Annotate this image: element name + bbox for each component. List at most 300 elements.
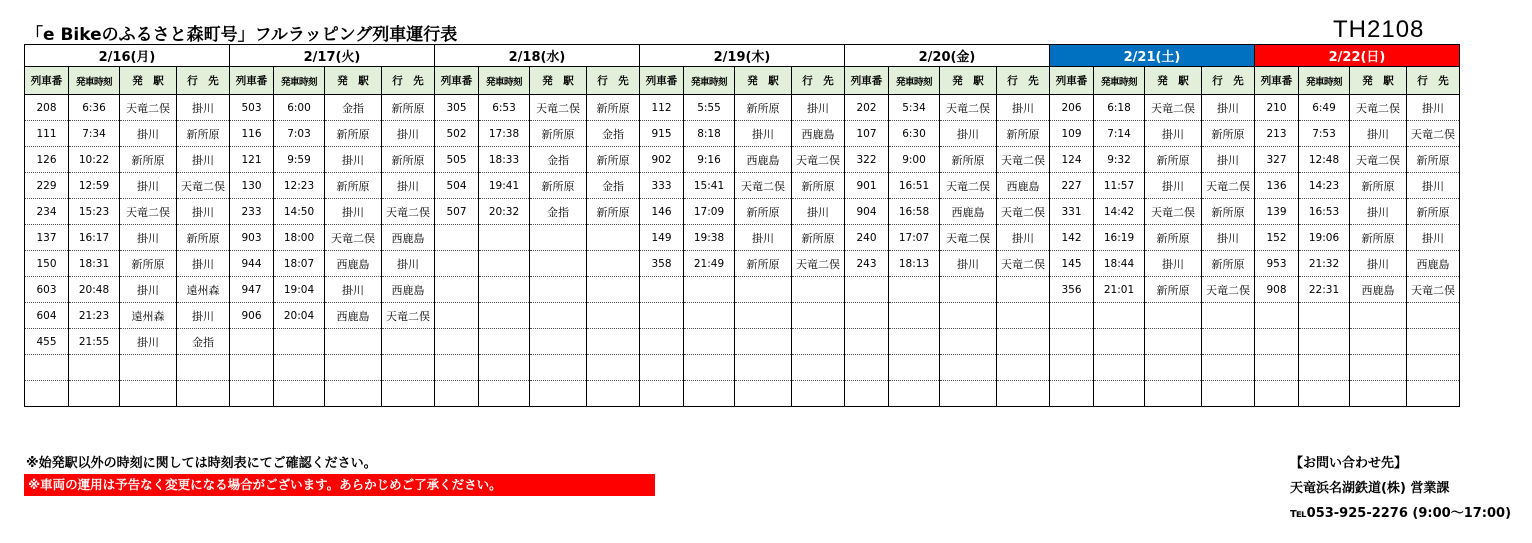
- cell-from: 掛川: [940, 251, 997, 277]
- table-row: [25, 303, 1460, 329]
- table-row: [25, 329, 1460, 355]
- cell-train: 208: [25, 95, 69, 121]
- cell-to: 新所原: [1202, 251, 1255, 277]
- cell-time: 12:48: [1299, 147, 1350, 173]
- cell-train: 136: [1255, 173, 1299, 199]
- cell-from: 天竜二俣: [940, 173, 997, 199]
- cell-time: 18:07: [274, 251, 325, 277]
- cell-train: 947: [230, 277, 274, 303]
- cell-from: [735, 355, 792, 381]
- cell-train: 333: [640, 173, 684, 199]
- cell-from: 天竜二俣: [120, 95, 177, 121]
- cell-to: 新所原: [587, 147, 640, 173]
- cell-to: 新所原: [382, 95, 435, 121]
- cell-time: 17:09: [684, 199, 735, 225]
- cell-from: [1350, 355, 1407, 381]
- cell-from: [1145, 355, 1202, 381]
- cell-to: 金指: [587, 173, 640, 199]
- cell-to: 西鹿島: [382, 225, 435, 251]
- cell-train: [435, 251, 479, 277]
- cell-time: 21:49: [684, 251, 735, 277]
- cell-to: 新所原: [1202, 121, 1255, 147]
- cell-to: [792, 381, 845, 407]
- cell-to: 掛川: [382, 121, 435, 147]
- cell-time: [274, 329, 325, 355]
- cell-time: 6:49: [1299, 95, 1350, 121]
- cell-train: 953: [1255, 251, 1299, 277]
- cell-train: 902: [640, 147, 684, 173]
- cell-train: [435, 277, 479, 303]
- cell-from: 掛川: [1145, 251, 1202, 277]
- cell-from: 新所原: [530, 121, 587, 147]
- column-header-from: 発 駅: [940, 67, 997, 95]
- cell-from: [325, 329, 382, 355]
- cell-from: 天竜二俣: [940, 95, 997, 121]
- cell-to: 掛川: [1407, 95, 1460, 121]
- cell-to: [1407, 355, 1460, 381]
- cell-train: 505: [435, 147, 479, 173]
- cell-time: 12:23: [274, 173, 325, 199]
- cell-to: 天竜二俣: [1202, 277, 1255, 303]
- cell-to: [382, 355, 435, 381]
- cell-train: [845, 381, 889, 407]
- cell-from: 掛川: [120, 121, 177, 147]
- cell-train: 356: [1050, 277, 1094, 303]
- cell-to: 新所原: [1407, 199, 1460, 225]
- cell-to: 西鹿島: [997, 173, 1050, 199]
- cell-to: 掛川: [177, 251, 230, 277]
- cell-to: 新所原: [177, 121, 230, 147]
- cell-to: 新所原: [177, 225, 230, 251]
- cell-train: 137: [25, 225, 69, 251]
- cell-from: 新所原: [1145, 277, 1202, 303]
- cell-to: 新所原: [1407, 147, 1460, 173]
- cell-train: 116: [230, 121, 274, 147]
- cell-from: 天竜二俣: [325, 225, 382, 251]
- cell-time: [684, 381, 735, 407]
- cell-time: [889, 277, 940, 303]
- cell-train: [435, 355, 479, 381]
- cell-time: 14:50: [274, 199, 325, 225]
- cell-time: 21:01: [1094, 277, 1145, 303]
- cell-train: [1255, 355, 1299, 381]
- cell-train: 146: [640, 199, 684, 225]
- column-header-train: 列車番: [1050, 67, 1094, 95]
- cell-time: 6:30: [889, 121, 940, 147]
- cell-to: [1202, 381, 1255, 407]
- cell-to: [1202, 329, 1255, 355]
- cell-train: [1050, 303, 1094, 329]
- cell-from: 天竜二俣: [940, 225, 997, 251]
- cell-train: [640, 329, 684, 355]
- column-header-to: 行 先: [382, 67, 435, 95]
- cell-train: 130: [230, 173, 274, 199]
- cell-time: 16:17: [69, 225, 120, 251]
- cell-from: 新所原: [735, 95, 792, 121]
- cell-train: [845, 303, 889, 329]
- cell-train: [1050, 355, 1094, 381]
- cell-train: [640, 381, 684, 407]
- cell-train: [435, 381, 479, 407]
- cell-from: [735, 381, 792, 407]
- cell-from: 西鹿島: [1350, 277, 1407, 303]
- column-header-time: 発車時刻: [274, 67, 325, 95]
- cell-to: [1202, 303, 1255, 329]
- cell-train: [1050, 381, 1094, 407]
- column-header-row: [25, 67, 1460, 95]
- cell-train: 243: [845, 251, 889, 277]
- table-row: [25, 225, 1460, 251]
- cell-time: 18:00: [274, 225, 325, 251]
- cell-time: 16:58: [889, 199, 940, 225]
- day-header: 2/18(水): [435, 45, 640, 67]
- cell-time: 21:55: [69, 329, 120, 355]
- column-header-time: 発車時刻: [479, 67, 530, 95]
- cell-to: 掛川: [997, 225, 1050, 251]
- cell-time: 17:38: [479, 121, 530, 147]
- cell-time: 18:33: [479, 147, 530, 173]
- cell-train: 358: [640, 251, 684, 277]
- cell-train: [640, 303, 684, 329]
- cell-train: 206: [1050, 95, 1094, 121]
- cell-time: 5:55: [684, 95, 735, 121]
- cell-from: 掛川: [1145, 173, 1202, 199]
- cell-train: [845, 355, 889, 381]
- cell-from: [735, 277, 792, 303]
- cell-to: [792, 303, 845, 329]
- cell-to: 天竜二俣: [1407, 121, 1460, 147]
- day-header: 2/19(木): [640, 45, 845, 67]
- cell-train: 504: [435, 173, 479, 199]
- cell-time: 12:59: [69, 173, 120, 199]
- column-header-train: 列車番: [25, 67, 69, 95]
- cell-time: 6:00: [274, 95, 325, 121]
- cell-time: 20:32: [479, 199, 530, 225]
- cell-time: 21:23: [69, 303, 120, 329]
- column-header-to: 行 先: [1202, 67, 1255, 95]
- column-header-train: 列車番: [1255, 67, 1299, 95]
- cell-time: 16:19: [1094, 225, 1145, 251]
- contact-heading: 【お問い合わせ先】: [1290, 456, 1408, 471]
- cell-time: [1094, 381, 1145, 407]
- cell-time: [1094, 303, 1145, 329]
- cell-time: 15:23: [69, 199, 120, 225]
- day-header: 2/20(金): [845, 45, 1050, 67]
- cell-to: [587, 329, 640, 355]
- cell-from: [530, 251, 587, 277]
- cell-train: [845, 329, 889, 355]
- column-header-to: 行 先: [177, 67, 230, 95]
- cell-train: [435, 329, 479, 355]
- cell-from: 金指: [325, 95, 382, 121]
- cell-time: 8:18: [684, 121, 735, 147]
- cell-train: 124: [1050, 147, 1094, 173]
- cell-from: [1145, 329, 1202, 355]
- cell-time: 19:38: [684, 225, 735, 251]
- cell-time: 14:42: [1094, 199, 1145, 225]
- column-header-to: 行 先: [792, 67, 845, 95]
- cell-train: 202: [845, 95, 889, 121]
- cell-to: [587, 225, 640, 251]
- cell-from: 新所原: [120, 251, 177, 277]
- cell-to: 遠州森: [177, 277, 230, 303]
- cell-to: 天竜二俣: [997, 199, 1050, 225]
- cell-from: [940, 329, 997, 355]
- cell-from: 天竜二俣: [1350, 147, 1407, 173]
- cell-from: [530, 381, 587, 407]
- table-row: [25, 95, 1460, 121]
- cell-time: 5:34: [889, 95, 940, 121]
- cell-from: 新所原: [530, 173, 587, 199]
- column-header-from: 発 駅: [1145, 67, 1202, 95]
- cell-to: 金指: [177, 329, 230, 355]
- cell-to: [587, 251, 640, 277]
- cell-time: [1094, 355, 1145, 381]
- cell-from: 掛川: [325, 277, 382, 303]
- column-header-time: 発車時刻: [1094, 67, 1145, 95]
- cell-train: 604: [25, 303, 69, 329]
- cell-time: 19:04: [274, 277, 325, 303]
- cell-train: 126: [25, 147, 69, 173]
- cell-from: 新所原: [735, 199, 792, 225]
- cell-from: 掛川: [325, 199, 382, 225]
- cell-to: 新所原: [792, 225, 845, 251]
- cell-time: [1299, 303, 1350, 329]
- cell-from: [530, 277, 587, 303]
- document-code: TH2108: [1333, 16, 1425, 43]
- cell-train: [230, 355, 274, 381]
- cell-time: [479, 381, 530, 407]
- cell-to: 新所原: [1202, 199, 1255, 225]
- cell-from: 新所原: [735, 251, 792, 277]
- cell-to: 金指: [587, 121, 640, 147]
- cell-from: 掛川: [735, 121, 792, 147]
- column-header-from: 発 駅: [120, 67, 177, 95]
- cell-to: [997, 329, 1050, 355]
- cell-from: [940, 381, 997, 407]
- cell-train: 142: [1050, 225, 1094, 251]
- column-header-train: 列車番: [435, 67, 479, 95]
- cell-to: 掛川: [1202, 95, 1255, 121]
- cell-time: 20:04: [274, 303, 325, 329]
- day-header: 2/17(火): [230, 45, 435, 67]
- cell-time: [684, 277, 735, 303]
- cell-time: 9:32: [1094, 147, 1145, 173]
- cell-time: [479, 303, 530, 329]
- cell-to: 掛川: [1407, 173, 1460, 199]
- cell-train: 327: [1255, 147, 1299, 173]
- cell-from: 金指: [530, 147, 587, 173]
- cell-from: 金指: [530, 199, 587, 225]
- cell-from: 掛川: [1145, 121, 1202, 147]
- cell-from: [325, 355, 382, 381]
- page-title: 「e Bikeのふるさと森町号」フルラッピング列車運行表: [26, 25, 458, 45]
- cell-from: [940, 303, 997, 329]
- cell-train: 234: [25, 199, 69, 225]
- cell-to: [997, 303, 1050, 329]
- column-header-from: 発 駅: [735, 67, 792, 95]
- cell-time: 6:53: [479, 95, 530, 121]
- cell-from: 新所原: [1145, 225, 1202, 251]
- cell-from: 掛川: [1350, 251, 1407, 277]
- cell-from: [530, 329, 587, 355]
- cell-time: 18:44: [1094, 251, 1145, 277]
- cell-from: 天竜二俣: [530, 95, 587, 121]
- cell-train: 901: [845, 173, 889, 199]
- cell-to: [792, 277, 845, 303]
- cell-to: [177, 381, 230, 407]
- cell-to: 掛川: [792, 95, 845, 121]
- cell-time: [69, 381, 120, 407]
- cell-from: 新所原: [1350, 173, 1407, 199]
- cell-from: 天竜二俣: [735, 173, 792, 199]
- cell-from: 新所原: [325, 121, 382, 147]
- cell-train: 455: [25, 329, 69, 355]
- cell-time: 18:13: [889, 251, 940, 277]
- cell-to: 掛川: [177, 303, 230, 329]
- cell-to: 天竜二俣: [1202, 173, 1255, 199]
- cell-to: 新所原: [382, 147, 435, 173]
- cell-train: [230, 381, 274, 407]
- cell-time: 21:32: [1299, 251, 1350, 277]
- cell-to: 掛川: [382, 251, 435, 277]
- cell-time: 11:57: [1094, 173, 1145, 199]
- cell-from: [120, 355, 177, 381]
- column-header-train: 列車番: [845, 67, 889, 95]
- contact-info: [1290, 452, 1511, 527]
- cell-to: [587, 303, 640, 329]
- cell-from: 新所原: [1145, 147, 1202, 173]
- cell-from: 西鹿島: [735, 147, 792, 173]
- cell-train: 121: [230, 147, 274, 173]
- cell-train: 331: [1050, 199, 1094, 225]
- cell-from: 掛川: [1350, 121, 1407, 147]
- cell-from: [120, 381, 177, 407]
- cell-from: 掛川: [1350, 199, 1407, 225]
- cell-to: [382, 329, 435, 355]
- cell-to: [997, 381, 1050, 407]
- cell-from: 掛川: [735, 225, 792, 251]
- cell-to: 掛川: [382, 173, 435, 199]
- cell-from: [735, 329, 792, 355]
- cell-to: 天竜二俣: [382, 199, 435, 225]
- cell-train: [1255, 303, 1299, 329]
- cell-time: [479, 225, 530, 251]
- cell-from: [735, 303, 792, 329]
- cell-to: [997, 355, 1050, 381]
- column-header-time: 発車時刻: [889, 67, 940, 95]
- cell-to: 新所原: [997, 121, 1050, 147]
- cell-train: [435, 225, 479, 251]
- table-row: [25, 381, 1460, 407]
- cell-from: 天竜二俣: [1145, 199, 1202, 225]
- cell-to: 天竜二俣: [997, 147, 1050, 173]
- table-row: [25, 173, 1460, 199]
- operation-change-notice: ※車両の運用は予告なく変更になる場合がございます。あらかじめご了承ください。: [24, 474, 655, 496]
- cell-from: 掛川: [120, 225, 177, 251]
- cell-to: 天竜二俣: [792, 251, 845, 277]
- cell-train: 109: [1050, 121, 1094, 147]
- cell-to: [1407, 303, 1460, 329]
- cell-time: 14:23: [1299, 173, 1350, 199]
- table-row: [25, 355, 1460, 381]
- cell-from: [1350, 303, 1407, 329]
- cell-from: 遠州森: [120, 303, 177, 329]
- cell-to: [792, 355, 845, 381]
- table-row: [25, 251, 1460, 277]
- cell-time: 9:16: [684, 147, 735, 173]
- cell-time: [479, 329, 530, 355]
- cell-to: 掛川: [792, 199, 845, 225]
- cell-train: 603: [25, 277, 69, 303]
- cell-train: 111: [25, 121, 69, 147]
- cell-train: [1255, 329, 1299, 355]
- cell-time: [889, 303, 940, 329]
- cell-train: 139: [1255, 199, 1299, 225]
- cell-to: 掛川: [1407, 225, 1460, 251]
- cell-train: 213: [1255, 121, 1299, 147]
- cell-train: [640, 277, 684, 303]
- cell-time: 6:18: [1094, 95, 1145, 121]
- cell-to: 西鹿島: [792, 121, 845, 147]
- cell-train: 233: [230, 199, 274, 225]
- cell-time: 22:31: [1299, 277, 1350, 303]
- column-header-from: 発 駅: [325, 67, 382, 95]
- cell-time: [274, 355, 325, 381]
- cell-train: 944: [230, 251, 274, 277]
- column-header-time: 発車時刻: [684, 67, 735, 95]
- contact-phone: ℡053-925-2276 (9:00～17:00): [1290, 506, 1512, 521]
- cell-train: 904: [845, 199, 889, 225]
- cell-time: [1299, 329, 1350, 355]
- cell-from: 西鹿島: [325, 251, 382, 277]
- cell-train: 145: [1050, 251, 1094, 277]
- cell-time: 16:51: [889, 173, 940, 199]
- cell-train: [25, 381, 69, 407]
- cell-to: [1407, 381, 1460, 407]
- cell-train: 240: [845, 225, 889, 251]
- column-header-train: 列車番: [640, 67, 684, 95]
- cell-train: 507: [435, 199, 479, 225]
- cell-train: [1050, 329, 1094, 355]
- cell-train: [845, 277, 889, 303]
- cell-from: [1145, 303, 1202, 329]
- cell-from: 西鹿島: [940, 199, 997, 225]
- cell-train: 229: [25, 173, 69, 199]
- cell-to: [587, 277, 640, 303]
- date-header-row: [25, 45, 1460, 67]
- cell-train: 149: [640, 225, 684, 251]
- cell-time: 17:07: [889, 225, 940, 251]
- cell-from: 掛川: [120, 277, 177, 303]
- timetable-note: ※始発駅以外の時刻に関しては時刻表にてご確認ください。: [26, 456, 377, 471]
- cell-time: [479, 251, 530, 277]
- cell-to: 掛川: [1202, 147, 1255, 173]
- cell-from: [1350, 329, 1407, 355]
- cell-to: 新所原: [587, 95, 640, 121]
- cell-train: [1255, 381, 1299, 407]
- column-header-to: 行 先: [1407, 67, 1460, 95]
- cell-to: 西鹿島: [1407, 251, 1460, 277]
- cell-to: 天竜二俣: [382, 303, 435, 329]
- cell-time: 19:41: [479, 173, 530, 199]
- cell-to: [382, 381, 435, 407]
- cell-train: 112: [640, 95, 684, 121]
- cell-to: 掛川: [177, 199, 230, 225]
- cell-to: 新所原: [587, 199, 640, 225]
- cell-from: 掛川: [120, 173, 177, 199]
- cell-time: [684, 355, 735, 381]
